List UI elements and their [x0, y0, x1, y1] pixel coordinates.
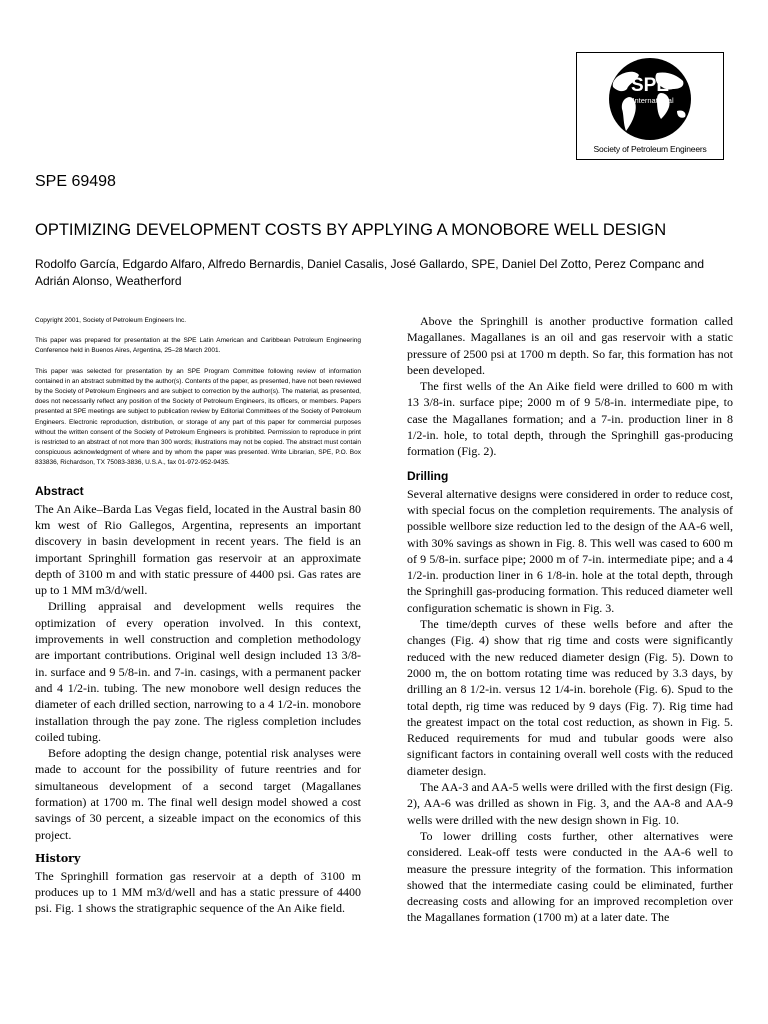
left-column	[35, 316, 361, 917]
history-paragraph-1: The Springhill formation gas reservoir at a depth of 3100 m produces up to 1 MM m3/d/well and has a static pressure of 4400 psi. Fig. 1 shows the stratigraphic sequence of the An Aike field.	[35, 868, 361, 916]
magallanes-paragraph: Above the Springhill is another productive formation called Magallanes. Magallanes is an oil and gas reservoir with a static pressure of 2500 psi at 1700 m depth. So far, this formation has not been developed.	[407, 314, 733, 377]
paper-number: SPE 69498	[35, 173, 116, 190]
first-wells-paragraph: The first wells of the An Aike field were drilled to 600 m with 13 3/8-in. surface pipe; 2000 m of 9 5/8-in. intermediate pipe, to case the Magallanes formation; and a 7-in. production liner in 8 1/2-in. hole, to total depth, through the Springhill gas-producing formation (Fig. 2).	[407, 379, 733, 459]
drilling-heading: Drilling	[407, 468, 449, 483]
logo-caption: Society of Petroleum Engineers	[593, 144, 707, 154]
right-column	[407, 313, 733, 926]
abstract-paragraph-1: The An Aike–Barda Las Vegas field, located in the Austral basin 80 km west of Rio Gallegos, Argentina, represents an important discovery in basin development in recent years. The field is an important Springhill formation gas reservoir at an approximate depth of 3100 m and with static pressure of 4400 psi. Gas rates are up to 1 MM m3/d/well.	[35, 501, 361, 598]
drilling-paragraph-1: Several alternative designs were considered in order to reduce cost, with special focus on the completion requirements. The analysis of possible wellbore size reduction led to the design of the AA-6 well, with 30% savings as shown in Fig. 8. This well was cased to 600 m of 9 5/8-in. surface pipe; 2000 m of 7-in. intermediate pipe; and a 4 1/2-in. production liner in 6 1/8-in. hole at the total depth, through the Springhill gas-producing formation. This reduced diameter well configuration schematic is shown in Fig. 3.	[407, 486, 733, 615]
author-list: Rodolfo García, Edgardo Alfaro, Alfredo Bernardis, Daniel Casalis, José Gallardo, SPE, Daniel Del Zotto, Perez Companc and Adrián Alonso, Weatherford	[35, 257, 705, 288]
history-heading: History	[35, 851, 81, 865]
drilling-paragraph-2: The time/depth curves of these wells before and after the changes (Fig. 4) show that rig time and costs were significantly reduced with the new reduced diameter design (Fig. 5). Down to 2000 m, the on bottom rotating time was reduced by 3.3 days, by drilling an 8 1/2-in. versus 12 1/4-in. borehole (Fig. 6). Spud to the total depth, rig time was reduced by 9 days (Fig. 7). Rig time had the greatest impact on the total cost reduction, as shown in Fig. 5. Reduced requirements for mud and tubular goods were also significant factors in containing overall well costs with the reduced diameter design.	[407, 617, 733, 778]
abstract-heading: Abstract	[35, 483, 84, 498]
abstract-paragraph-2: Drilling appraisal and development wells requires the optimization of every operation involved. In this context, improvements in well construction and completion methodology are important contributions. Original well design included 13 3/8-in. surface and 9 5/8-in. and 7-in. casings, with a permanent packer and 4 1/2-in. tubing. The new monobore well design reduces the diameter of each drilled section, narrowing to a 4 1/2-in. monobore installation through the pay zone. The rigless completion includes coiled tubing.	[35, 599, 361, 744]
selection-notice: This paper was selected for presentation by an SPE Program Committee following review of information contained in an abstract submitted by the author(s). Contents of the paper, as presented, have not been reviewed by the Society of Petroleum Engineers and are subject to correction by the author(s). The material, as presented, does not necessarily reflect any position of the Society of Petroleum Engineers, its officers, or members. Papers presented at SPE meetings are subject to publication review by Editorial Committees of the Society of Petroleum Engineers. Electronic reproduction, distribution, or storage of any part of this paper for commercial purposes without the written consent of the Society of Petroleum Engineers is prohibited. Permission to reproduce in print is restricted to an abstract of not more than 300 words; illustrations may not be copied. The abstract must contain conspicuous acknowledgment of where and by whom the paper was presented. Write Librarian, SPE, P.O. Box 833836, Richardson, TX 75083-3836, U.S.A., fax 01-972-952-9435.	[35, 367, 361, 467]
drilling-paragraph-3: The AA-3 and AA-5 wells were drilled with the first design (Fig. 2), AA-6 was drilled as shown in Fig. 3, and the AA-8 and AA-9 wells were drilled with the new design shown in Fig. 10.	[407, 780, 733, 827]
svg-text:SPE: SPE	[630, 75, 670, 96]
spe-logo	[576, 52, 724, 160]
drilling-paragraph-4: To lower drilling costs further, other alternatives were considered. Leak-off tests were conducted in the AA-6 well to measure the pressure integrity of the formation. This information showed that the intermediate casing could be eliminated, further decreasing costs and allowing for an improved recompletion over the Magallanes formation (1700 m) at a later date. The	[407, 828, 733, 925]
conference-notice: This paper was prepared for presentation at the SPE Latin American and Caribbean Petroleum Engineering Conference held in Buenos Aires, Argentina, 25–28 March 2001.	[35, 337, 361, 355]
svg-text:International: International	[632, 96, 674, 105]
abstract-paragraph-3: Before adopting the design change, potential risk analyses were made to account for the possibility of future reentries and for simultaneous development of a second target (Magallanes formation) at 1700 m. The final well design model showed a cost savings of 30 percent, a sizeable impact on the economics of this project.	[35, 746, 361, 842]
globe-icon	[577, 53, 723, 145]
copyright-notice: Copyright 2001, Society of Petroleum Engineers Inc.	[35, 317, 187, 324]
paper-title: OPTIMIZING DEVELOPMENT COSTS BY APPLYING A MONOBORE WELL DESIGN	[35, 221, 667, 239]
